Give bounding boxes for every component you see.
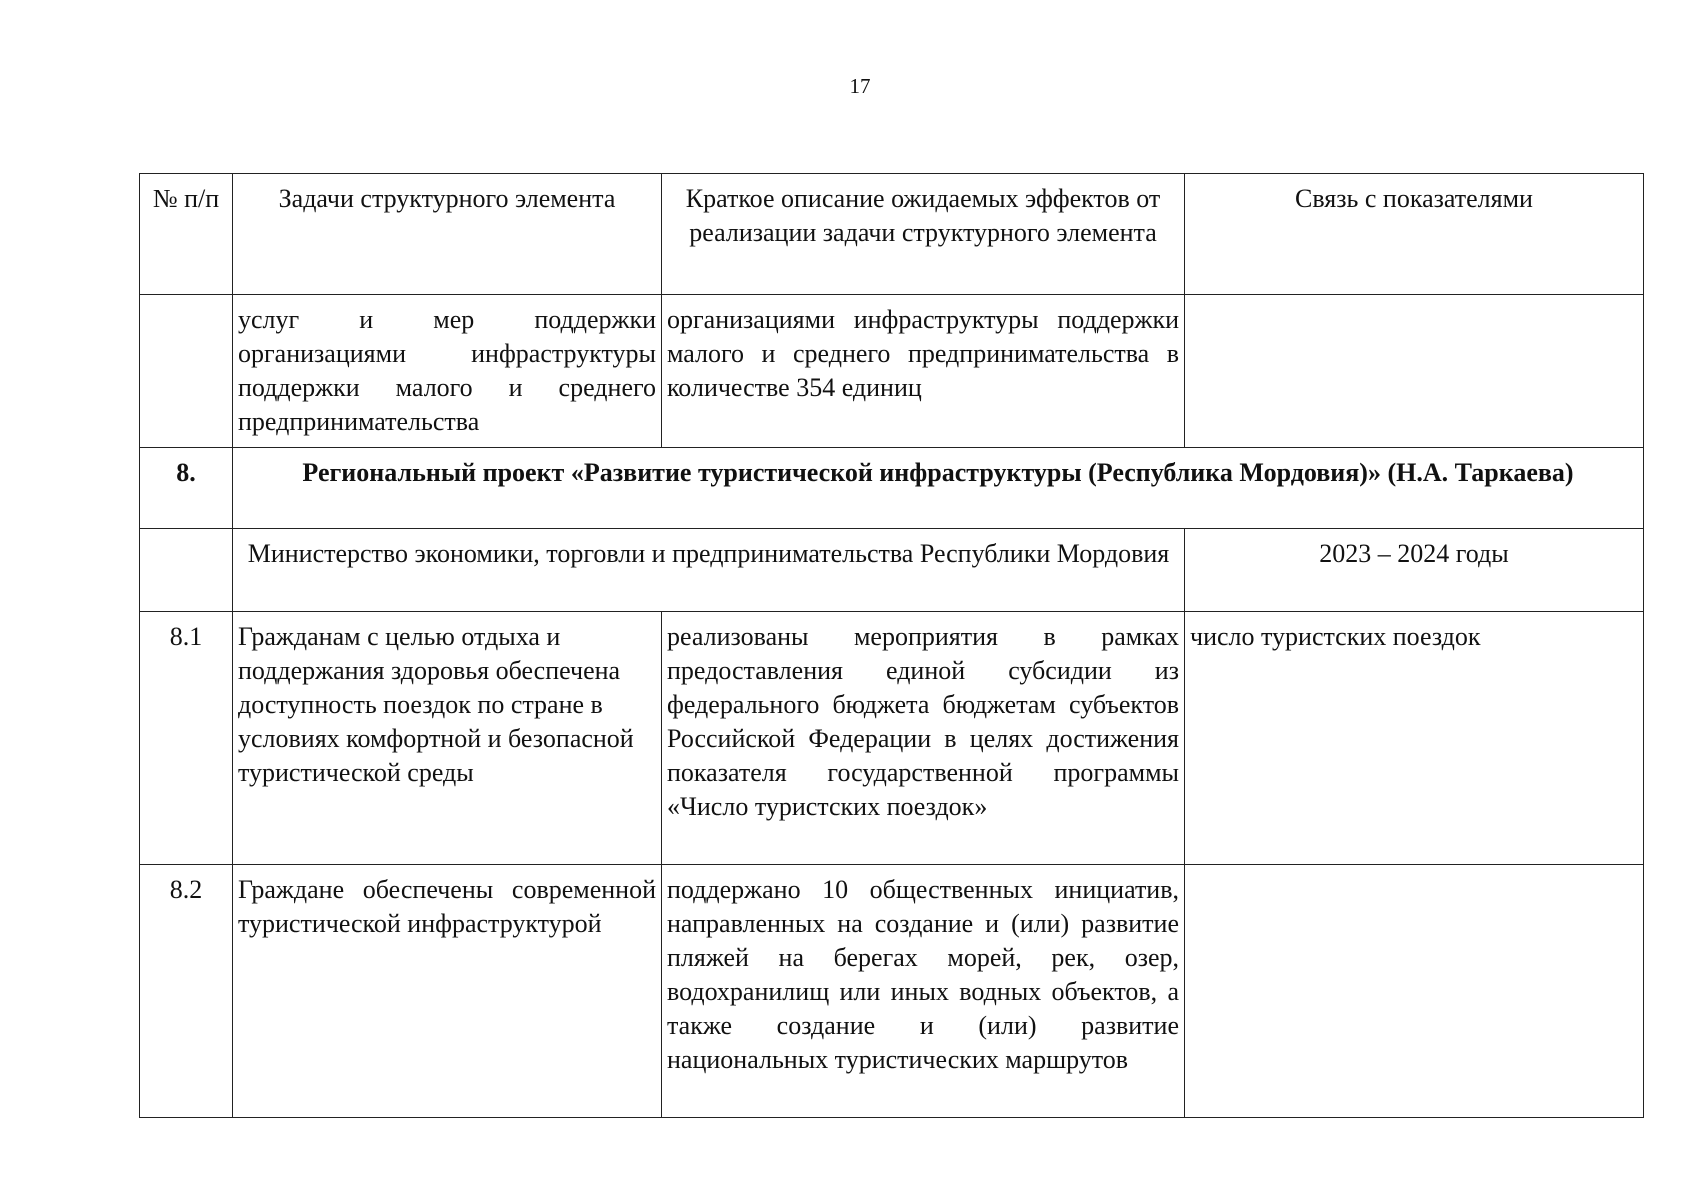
cell-num: 8.2: [140, 865, 233, 1118]
cell-link: [1185, 295, 1644, 448]
cell-link: [1185, 865, 1644, 1118]
header-description: Краткое описание ожидаемых эффектов от реализации задачи структурного элемента: [662, 174, 1185, 295]
header-task: Задачи структурного элемента: [233, 174, 662, 295]
table-row-continuation: [140, 295, 1644, 448]
cell-num: 8.1: [140, 612, 233, 865]
cell-project-num: 8.: [140, 448, 233, 529]
cell-description: организациями инфраструктуры поддержки малого и среднего предпринимательства в количестве 354 единиц: [662, 295, 1185, 448]
cell-description: реализованы мероприятия в рамках предоставления единой субсидии из федерального бюджета бюджетам субъектов Российской Федерации в целях достижения показателя государственной программы «Число туристских поездок»: [662, 612, 1185, 865]
cell-link: число туристских поездок: [1185, 612, 1644, 865]
cell-project-title: Региональный проект «Развитие туристической инфраструктуры (Республика Мордовия)» (Н.А. Таркаева): [233, 448, 1644, 529]
header-link: Связь с показателями: [1185, 174, 1644, 295]
table-row: [140, 612, 1644, 865]
table-header-row: [140, 174, 1644, 295]
cell-description: поддержано 10 общественных инициатив, направленных на создание и (или) развитие пляжей на берегах морей, рек, озер, водохранилищ или иных водных объектов, а также создание и (или) развитие национальных туристических маршрутов: [662, 865, 1185, 1118]
cell-num: [140, 295, 233, 448]
table-row-ministry: [140, 529, 1644, 612]
cell-responsible: Министерство экономики, торговли и предпринимательства Республики Мордовия: [233, 529, 1185, 612]
table-row-project: [140, 448, 1644, 529]
cell-task: услуг и мер поддержки организациями инфраструктуры поддержки малого и среднего предпринимательства: [233, 295, 662, 448]
cell-task: Гражданам с целью отдыха и поддержания здоровья обеспечена доступность поездок по стране в условиях комфортной и безопасной туристической среды: [233, 612, 662, 865]
cell-ministry-num: [140, 529, 233, 612]
cell-task: Граждане обеспечены современной туристической инфраструктурой: [233, 865, 662, 1118]
header-num: № п/п: [140, 174, 233, 295]
structural-element-table: [139, 173, 1644, 1118]
table-row: [140, 865, 1644, 1118]
page-number: 17: [849, 74, 871, 98]
cell-period: 2023 – 2024 годы: [1185, 529, 1644, 612]
